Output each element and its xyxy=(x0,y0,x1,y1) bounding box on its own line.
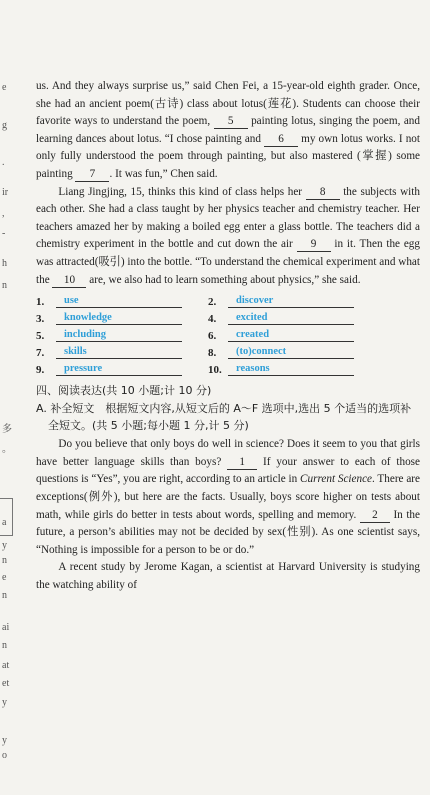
margin-char: n xyxy=(2,590,7,601)
section-instructions: A. 补全短文 根据短文内容,从短文后的 A～F 选项中,选出 5 个适当的选项补全短文。(共 5 小题;每小题 1 分,计 5 分) xyxy=(36,402,412,433)
text-run: If your answer to each of those questions is “Yes”, you are right, according to an article in xyxy=(36,455,420,486)
answer-text: pressure xyxy=(56,362,182,376)
answer-text: use xyxy=(56,294,182,308)
answer-row xyxy=(36,291,420,308)
answer-text: reasons xyxy=(228,362,354,376)
answer-item xyxy=(36,362,208,376)
answer-number: 6. xyxy=(208,330,217,343)
answer-row xyxy=(36,308,420,325)
blank-5: 5 xyxy=(214,114,248,129)
answer-item xyxy=(36,294,208,308)
margin-char: at xyxy=(2,660,10,671)
left-margin-strip xyxy=(0,0,16,795)
text-run: . It was fun,” Chen said. xyxy=(109,167,218,180)
margin-char: y xyxy=(2,540,7,551)
answer-number: 4. xyxy=(208,313,217,326)
passage1-paragraph1 xyxy=(36,78,420,184)
text-run: the subjects with each other. She had a class taught by her physics teacher and chemistry teacher. Her teachers amazed her by making a boiled egg enter a glass bottle. The teachers did a chemistry experiment in the bottle and cut down the air xyxy=(36,185,420,251)
answer-item xyxy=(36,311,208,325)
answer-number: 2. xyxy=(208,296,217,309)
margin-char: . xyxy=(2,157,5,168)
answer-text: including xyxy=(56,328,182,342)
margin-char: o xyxy=(2,750,7,761)
text-run: us. And they always surprise us,” said Chen Fei, a 15-year-old eighth grader. Once, she had an ancient poem(古诗) class about lotus(莲花). Students can choose their favorite ways to understand the poem, xyxy=(36,80,420,128)
margin-char: e xyxy=(2,82,7,93)
margin-char: y xyxy=(2,697,7,708)
answer-number: 1. xyxy=(36,296,45,309)
answer-grid xyxy=(36,291,420,376)
text-run: Liang Jingjing, 15, thinks this kind of class helps her xyxy=(58,185,306,198)
margin-char: y xyxy=(2,735,7,746)
blank-2: 2 xyxy=(360,508,390,523)
answer-row xyxy=(36,342,420,359)
answer-number: 3. xyxy=(36,313,45,326)
margin-char: h xyxy=(2,258,7,269)
margin-char: , xyxy=(2,208,5,219)
margin-char: - xyxy=(2,228,6,239)
text-run: painting lotus, singing the poem, and learning dances about lotus. “I chose painting and xyxy=(36,115,420,145)
answer-item xyxy=(208,345,380,359)
blank-10: 10 xyxy=(52,273,86,288)
answer-text: created xyxy=(228,328,354,342)
answer-number: 7. xyxy=(36,347,45,360)
answer-row xyxy=(36,325,420,342)
margin-char: ir xyxy=(2,187,9,198)
margin-char: 多 xyxy=(2,424,12,435)
answer-row xyxy=(36,359,420,376)
margin-char: a xyxy=(2,517,7,528)
blank-7: 7 xyxy=(75,167,109,182)
page-column xyxy=(36,78,420,594)
section-heading: 四、阅读表达(共 10 小题;计 10 分) xyxy=(36,384,212,398)
answer-number: 10. xyxy=(208,364,222,377)
blank-6: 6 xyxy=(264,132,298,147)
margin-char: n xyxy=(2,555,7,566)
blank-8: 8 xyxy=(306,185,340,200)
answer-item xyxy=(36,345,208,359)
text-run: Do you believe that only boys do well in science? Does it seem to you that girls have better language skills than boys? xyxy=(36,438,420,468)
passage1-paragraph2 xyxy=(36,184,420,290)
answer-number: 5. xyxy=(36,330,45,343)
magazine-title: Current Science xyxy=(300,473,373,486)
margin-char: g xyxy=(2,120,7,131)
answer-item xyxy=(208,311,380,325)
blank-1: 1 xyxy=(227,455,257,470)
answer-number: 9. xyxy=(36,364,45,377)
margin-char: e xyxy=(2,572,7,583)
text-run: in it. Then the egg was attracted(吸引) into the bottle. “To understand the chemical experiment and what the xyxy=(36,238,420,286)
margin-char: ai xyxy=(2,622,10,633)
answer-text: (to)connect xyxy=(228,345,354,359)
text-run: are, we also had to learn something about physics,” she said. xyxy=(86,273,361,286)
passage2-paragraph1 xyxy=(36,436,420,559)
passage2-paragraph2: A recent study by Jerome Kagan, a scientist at Harvard University is studying the watching ability of xyxy=(36,561,420,591)
margin-char: et xyxy=(2,678,10,689)
blank-9: 9 xyxy=(297,237,331,252)
answer-item xyxy=(208,294,380,308)
text-run: my own lotus works. I not only fully understood the poem through painting, but also mastered (掌握) some painting xyxy=(36,132,421,180)
margin-char: 。 xyxy=(2,444,12,455)
answer-item xyxy=(208,362,380,376)
text-run: . There are exceptions(例外), but here are the facts. Usually, boys score higher on tests about math, while girls do better in tests about words, spelling and memory. xyxy=(36,473,420,521)
left-margin-box xyxy=(0,498,13,536)
answer-number: 8. xyxy=(208,347,217,360)
text-run: In the future, a person’s abilities may not be decided by sex(性别). As one scientist says, “Nothing is impossible for a person to be or do.” xyxy=(36,508,420,556)
margin-char: n xyxy=(2,280,7,291)
answer-item xyxy=(208,328,380,342)
answer-text: discover xyxy=(228,294,354,308)
answer-text: excited xyxy=(228,311,354,325)
answer-text: skills xyxy=(56,345,182,359)
answer-text: knowledge xyxy=(56,311,182,325)
answer-item xyxy=(36,328,208,342)
margin-char: n xyxy=(2,640,7,651)
